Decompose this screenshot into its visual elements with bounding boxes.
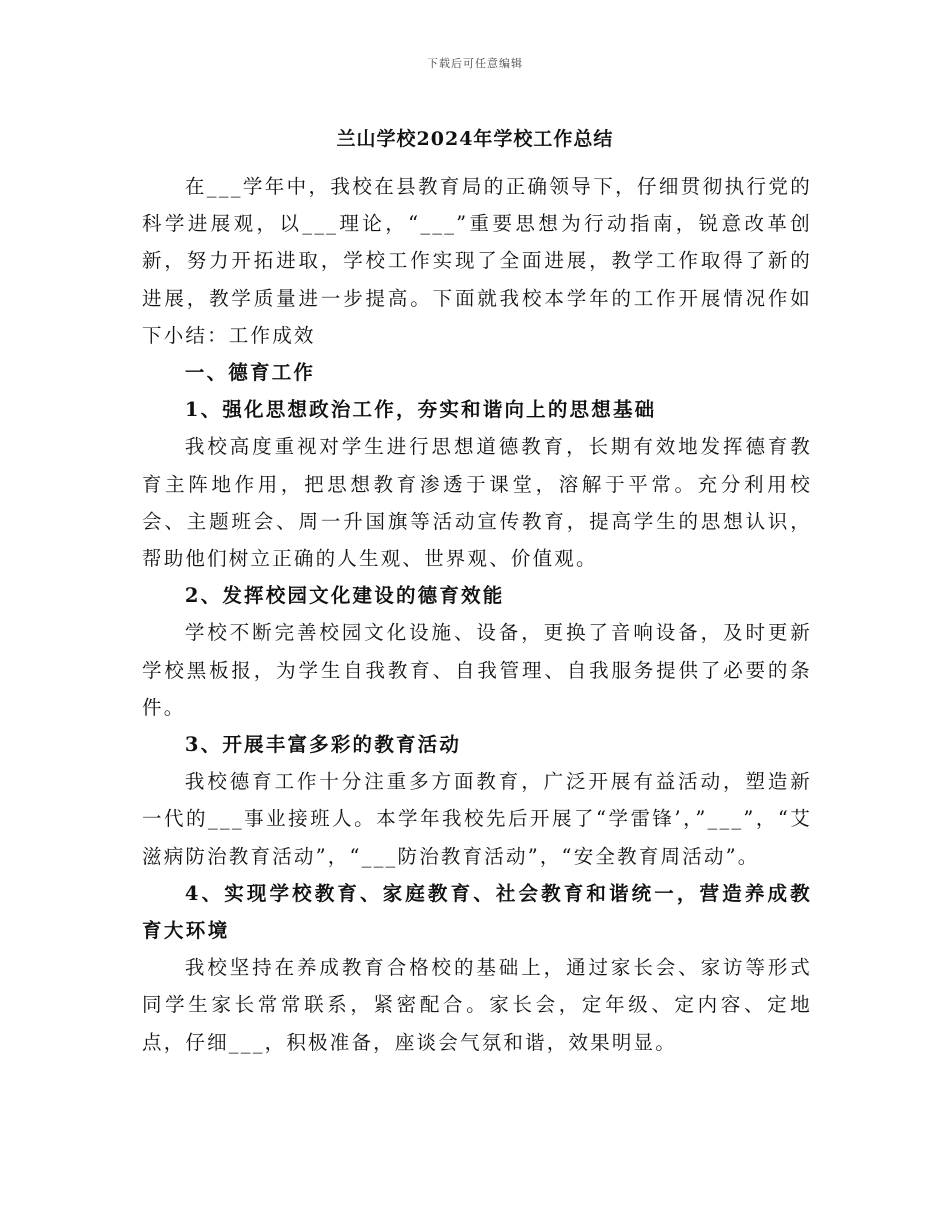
item-paragraph-1: 我校高度重视对学生进行思想道德教育，长期有效地发挥德育教育主阵地作用，把思想教育渗透于课堂，溶解于平常。充分利用校会、主题班会、周一升国旗等活动宣传教育，提高学生的思想认识，帮助他们树立正确的人生观、世界观、价值观。 [142, 435, 812, 571]
item-heading-3: 3、开展丰富多彩的教育活动 [184, 733, 462, 757]
header-note: 下载后可任意编辑 [427, 57, 523, 70]
item-heading-4: 4、实现学校教育、家庭教育、社会教育和谐统一，营造养成教育大环境 [142, 881, 812, 943]
document-title: 兰山学校2024年学校工作总结 [336, 128, 614, 150]
section-heading-moral-education: 一、德育工作 [184, 361, 316, 385]
item-paragraph-2: 学校不断完善校园文化设施、设备，更换了音响设备，及时更新学校黑板报，为学生自我教育、自我管理、自我服务提供了必要的条件。 [142, 621, 812, 719]
intro-paragraph: 在___学年中，我校在县教育局的正确领导下，仔细贯彻执行党的科学进展观，以___理论，“___”重要思想为行动指南，锐意改革创新，努力开拓进取，学校工作实现了全面进展，教学工作取得了新的进展，教学质量进一步提高。下面就我校本学年的工作开展情况作如下小结：工作成效 [142, 175, 812, 347]
item-heading-2: 2、发挥校园文化建设的德育效能 [184, 584, 505, 608]
document-body [142, 168, 812, 1061]
item-heading-1: 1、强化思想政治工作，夯实和谐向上的思想基础 [184, 398, 657, 422]
item-paragraph-4: 我校坚持在养成教育合格校的基础上，通过家长会、家访等形式同学生家长常常联系，紧密配合。家长会，定年级、定内容、定地点，仔细___，积极准备，座谈会气氛和谐，效果明显。 [142, 956, 812, 1054]
item-paragraph-3: 我校德育工作十分注重多方面教育，广泛开展有益活动，塑造新一代的___事业接班人。本学年我校先后开展了“学雷锋’，”___”，“艾滋病防治教育活动”，“___防治教育活动”，“安全教育周活动”。 [142, 770, 812, 868]
